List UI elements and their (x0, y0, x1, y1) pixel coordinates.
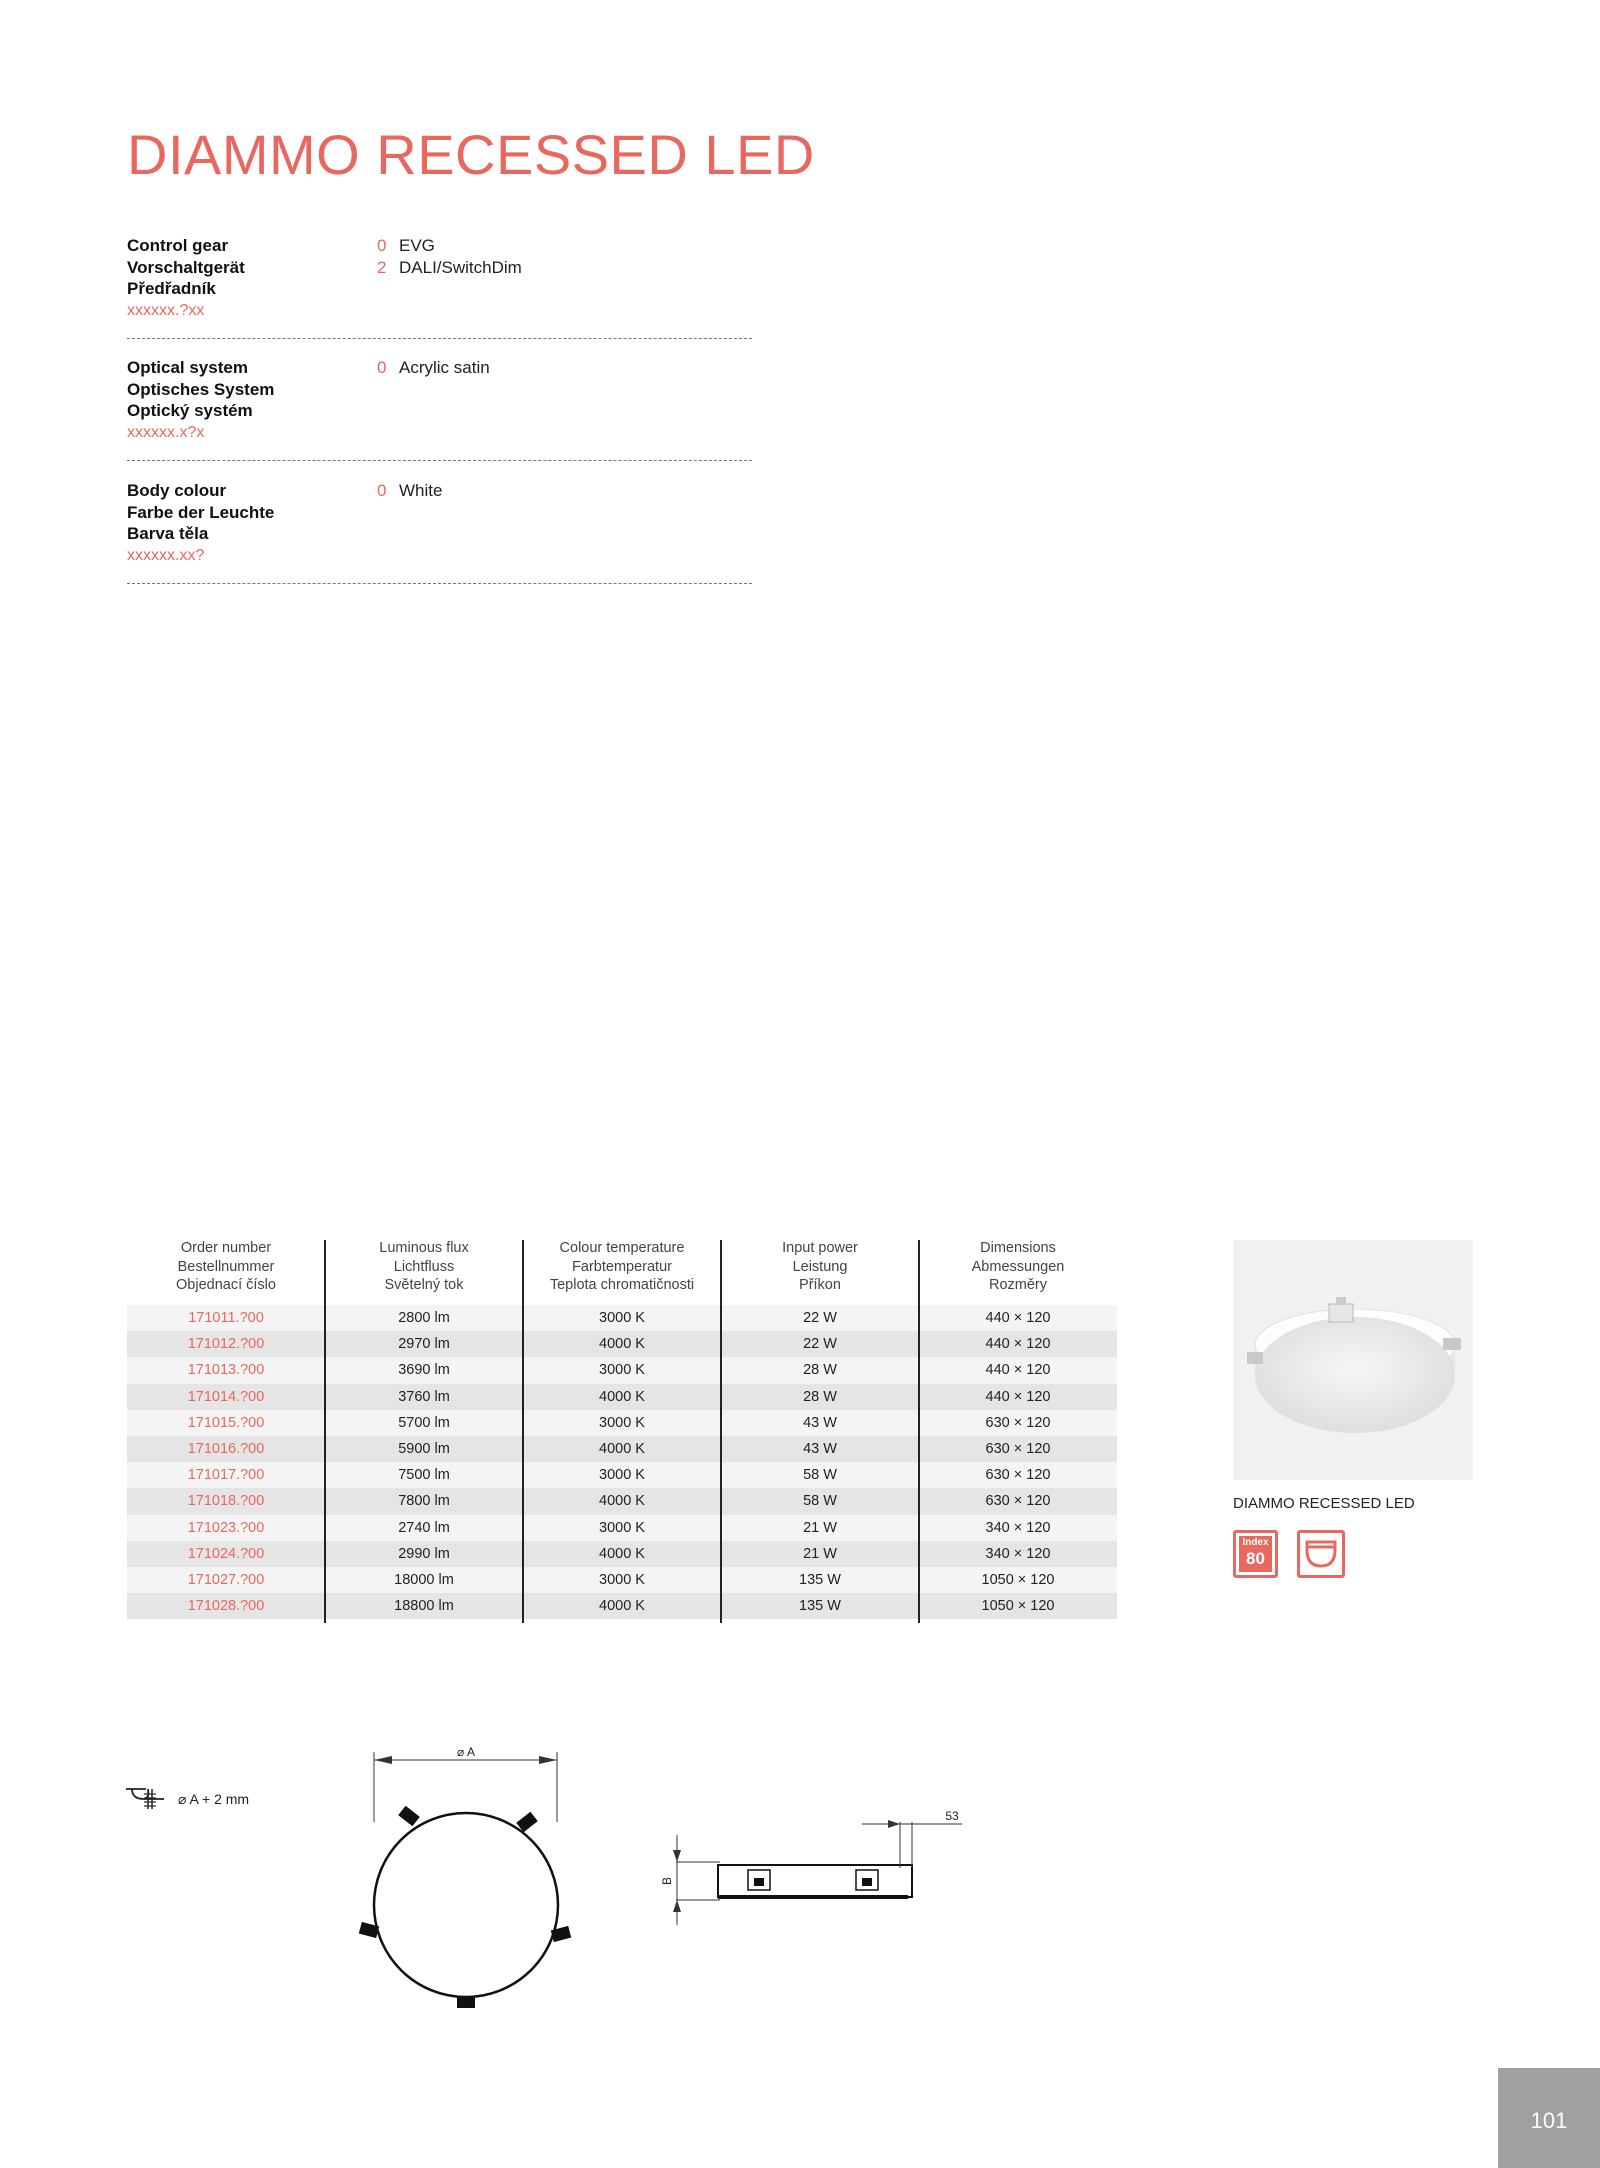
cell-input-power: 43 W (803, 1414, 837, 1431)
table-body (127, 1305, 1117, 1619)
header-luminous-flux (325, 1236, 523, 1305)
option-value-text: Acrylic satin (399, 358, 490, 377)
option-value (377, 480, 442, 502)
table-row (127, 1305, 1117, 1331)
cell-colour-temperature: 3000 K (599, 1519, 645, 1536)
option-optical-system (127, 357, 752, 461)
header-line: Leistung (792, 1258, 848, 1275)
header-line: Bestellnummer (177, 1258, 275, 1275)
header-line: Order number (180, 1240, 272, 1256)
header-line: Lichtfluss (393, 1258, 455, 1275)
cell-input-power: 58 W (803, 1467, 837, 1484)
table-row (127, 1410, 1117, 1436)
cell-dimensions: 440 × 120 (985, 1388, 1051, 1405)
column-divider (522, 1240, 524, 1623)
cell-dimensions: 630 × 120 (985, 1414, 1051, 1431)
cell-luminous-flux: 2800 lm (398, 1310, 450, 1326)
cell-luminous-flux: 5700 lm (398, 1414, 450, 1431)
index-80-icon (1233, 1530, 1278, 1578)
header-dimensions (919, 1236, 1117, 1305)
cell-luminous-flux: 2740 lm (398, 1519, 450, 1536)
cell-colour-temperature: 4000 K (599, 1493, 645, 1510)
option-value-number: 0 (377, 236, 387, 255)
cutout-dimension: ⌀ A + 2 mm (178, 1791, 250, 1807)
option-label-de: Farbe der Leuchte (127, 502, 275, 522)
header-line: Dimensions (980, 1240, 1056, 1256)
cell-order-number: 171024.?00 (187, 1545, 265, 1562)
cell-dimensions: 1050 × 120 (981, 1598, 1055, 1615)
cell-dimensions: 630 × 120 (985, 1467, 1051, 1484)
ceiling-cutout-icon (124, 1785, 172, 1816)
page-number-tab (1498, 2068, 1600, 2168)
cell-input-power: 43 W (803, 1440, 837, 1457)
cell-colour-temperature: 4000 K (599, 1440, 645, 1457)
option-label-cz: Barva těla (127, 524, 209, 543)
option-value-number: 2 (377, 257, 387, 277)
header-line: Abmessungen (971, 1258, 1065, 1275)
header-line: Luminous flux (379, 1240, 469, 1256)
cell-order-number: 171017.?00 (187, 1467, 265, 1484)
cell-input-power: 22 W (803, 1336, 837, 1353)
cell-colour-temperature: 3000 K (599, 1467, 645, 1484)
cell-order-number: 171014.?00 (187, 1388, 265, 1405)
option-value (377, 235, 522, 257)
cell-order-number: 171012.?00 (187, 1336, 265, 1353)
option-value-number: 0 (377, 481, 387, 500)
option-value-text: EVG (399, 236, 435, 255)
cell-luminous-flux: 7800 lm (398, 1493, 450, 1510)
option-control-gear (127, 235, 752, 339)
cell-input-power: 135 W (799, 1571, 841, 1588)
header-line: Příkon (799, 1277, 841, 1293)
luminaire-image (1233, 1240, 1473, 1480)
cell-luminous-flux: 3760 lm (398, 1388, 450, 1405)
header-line: Rozměry (988, 1277, 1047, 1293)
dimension-53-label: 53 (945, 1809, 959, 1823)
cell-dimensions: 630 × 120 (985, 1440, 1051, 1457)
option-value-number: 0 (377, 358, 387, 377)
option-code: xxxxxx.x?x (127, 423, 205, 441)
table-header (127, 1236, 1117, 1305)
option-code: xxxxxx.?xx (127, 301, 205, 319)
dimension-b-label: B (660, 1876, 674, 1886)
cell-order-number: 171015.?00 (187, 1414, 265, 1431)
cell-colour-temperature: 4000 K (599, 1388, 645, 1405)
recessed-mounting-icon (1297, 1530, 1345, 1578)
cell-order-number: 171011.?00 (188, 1310, 264, 1326)
cell-luminous-flux: 2990 lm (398, 1545, 450, 1562)
option-value (377, 357, 490, 379)
option-label-cz: Optický systém (127, 401, 253, 420)
table-row (127, 1436, 1117, 1462)
cell-colour-temperature: 3000 K (599, 1310, 645, 1326)
option-label-de: Optisches System (127, 379, 275, 399)
side-view-drawing (673, 1820, 962, 1925)
cell-colour-temperature: 3000 K (599, 1362, 645, 1379)
header-line: Colour temperature (559, 1240, 685, 1256)
table-row (127, 1384, 1117, 1410)
header-line: Farbtemperatur (572, 1258, 672, 1275)
option-code: xxxxxx.xx? (127, 546, 205, 564)
cell-colour-temperature: 4000 K (599, 1336, 645, 1353)
cell-input-power: 28 W (803, 1388, 837, 1405)
cell-input-power: 135 W (799, 1598, 841, 1615)
header-order-number (127, 1236, 325, 1305)
index-value: 80 (1246, 1549, 1265, 1568)
option-value-text: DALI/SwitchDim (399, 257, 522, 277)
cell-order-number: 171016.?00 (187, 1440, 265, 1457)
page-number: 101 (1530, 2108, 1568, 2133)
table-row (127, 1515, 1117, 1541)
top-view-drawing (359, 1752, 571, 2008)
product-photo (1233, 1240, 1473, 1480)
option-label-en: Body colour (127, 481, 227, 500)
header-line: Input power (782, 1240, 858, 1256)
header-line: Světelný tok (384, 1277, 464, 1293)
cell-dimensions: 440 × 120 (985, 1310, 1051, 1326)
cell-colour-temperature: 4000 K (599, 1598, 645, 1615)
index-label: Index (1242, 1537, 1269, 1548)
cell-dimensions: 1050 × 120 (981, 1571, 1055, 1588)
cell-luminous-flux: 18800 lm (394, 1598, 454, 1615)
table-row (127, 1357, 1117, 1383)
cell-dimensions: 440 × 120 (985, 1362, 1051, 1379)
cell-order-number: 171027.?00 (187, 1571, 265, 1588)
header-line: Objednací číslo (176, 1277, 276, 1293)
table-row (127, 1331, 1117, 1357)
cell-dimensions: 340 × 120 (985, 1519, 1051, 1536)
option-value (377, 257, 522, 279)
cell-dimensions: 340 × 120 (985, 1545, 1051, 1562)
option-label-cz: Předřadník (127, 279, 216, 298)
cell-dimensions: 630 × 120 (985, 1493, 1051, 1510)
column-divider (324, 1240, 326, 1623)
cell-luminous-flux: 18000 lm (394, 1571, 454, 1588)
dimension-a-label: ⌀ A (457, 1745, 475, 1759)
header-line: Teplota chromatičnosti (549, 1277, 695, 1293)
cell-order-number: 171028.?00 (187, 1598, 265, 1615)
cell-colour-temperature: 4000 K (599, 1545, 645, 1562)
column-divider (918, 1240, 920, 1623)
cell-order-number: 171013.?00 (187, 1362, 265, 1379)
cell-order-number: 171018.?00 (187, 1493, 265, 1510)
table-row (127, 1488, 1117, 1514)
option-body-colour (127, 480, 752, 584)
cell-colour-temperature: 3000 K (599, 1571, 645, 1588)
cell-input-power: 28 W (803, 1362, 837, 1379)
header-input-power (721, 1236, 919, 1305)
cell-order-number: 171023.?00 (187, 1519, 265, 1536)
cell-luminous-flux: 5900 lm (398, 1440, 450, 1457)
table-row (127, 1462, 1117, 1488)
cell-luminous-flux: 7500 lm (398, 1467, 450, 1484)
option-label-en: Optical system (127, 358, 248, 377)
option-label-de: Vorschaltgerät (127, 257, 245, 277)
option-label-en: Control gear (127, 236, 229, 255)
cell-input-power: 21 W (803, 1545, 837, 1562)
cell-input-power: 21 W (803, 1519, 837, 1536)
cell-luminous-flux: 2970 lm (398, 1336, 450, 1353)
cell-colour-temperature: 3000 K (599, 1414, 645, 1431)
table-row (127, 1593, 1117, 1619)
table-row (127, 1567, 1117, 1593)
cell-input-power: 22 W (803, 1310, 837, 1326)
column-divider (720, 1240, 722, 1623)
cell-input-power: 58 W (803, 1493, 837, 1510)
table-row (127, 1541, 1117, 1567)
cell-luminous-flux: 3690 lm (398, 1362, 450, 1379)
product-table (127, 1236, 1117, 1619)
page-title: DIAMMO RECESSED LED (127, 123, 815, 186)
cell-dimensions: 440 × 120 (985, 1336, 1051, 1353)
option-value-text: White (399, 481, 443, 500)
header-colour-temperature (523, 1236, 721, 1305)
product-caption: DIAMMO RECESSED LED (1233, 1495, 1415, 1512)
